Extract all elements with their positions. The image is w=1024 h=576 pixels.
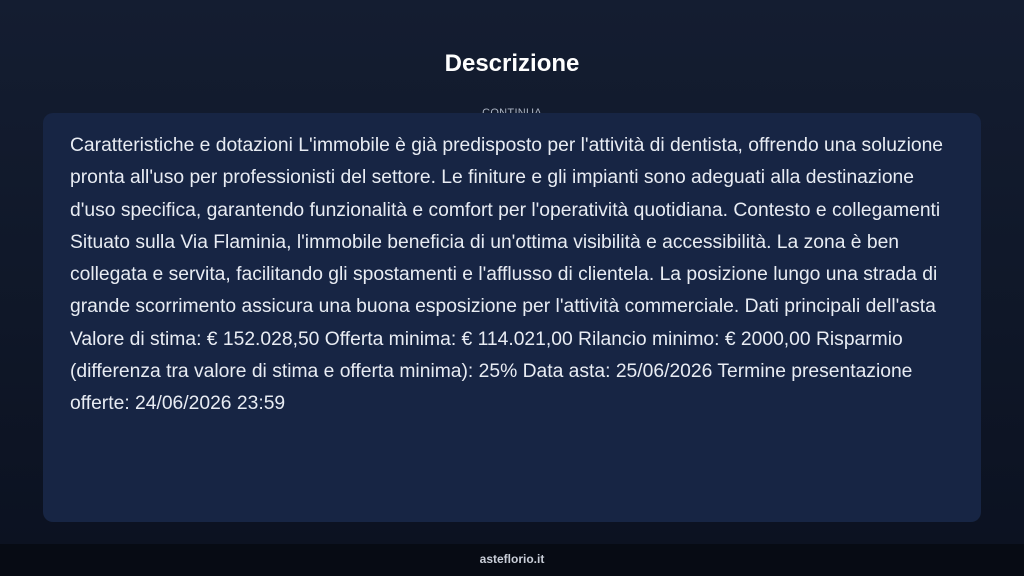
- footer-bar: [0, 544, 1024, 576]
- footer-brand: asteflorio.it: [479, 552, 545, 566]
- description-card: [43, 113, 981, 522]
- description-text: Caratteristiche e dotazioni L'immobile è già predisposto per l'attività di dentista, offrendo una soluzione pronta all'uso per professionisti del settore. Le finiture e gli impianti sono adeguati alla destinazione d'uso specifica, garantendo funzionalità e comfort per l'operatività quotidiana. Contesto e collegamenti Situato sulla Via Flaminia, l'immobile beneficia di un'ottima visibilità e accessibilità. La zona è ben collegata e servita, facilitando gli spostamenti e l'afflusso di clientela. La posizione lungo una strada di grande scorrimento assicura una buona esposizione per l'attività commerciale. Dati principali dell'asta Valore di stima: € 152.028,50 Offerta minima: € 114.021,00 Rilancio minimo: € 2000,00 Risparmio (differenza tra valore di stima e offerta minima): 25% Data asta: 25/06/2026 Termine presentazione offerte: 24/06/2026 23:59: [70, 135, 944, 415]
- page-header: [0, 48, 1024, 121]
- page-title: Descrizione: [444, 50, 580, 77]
